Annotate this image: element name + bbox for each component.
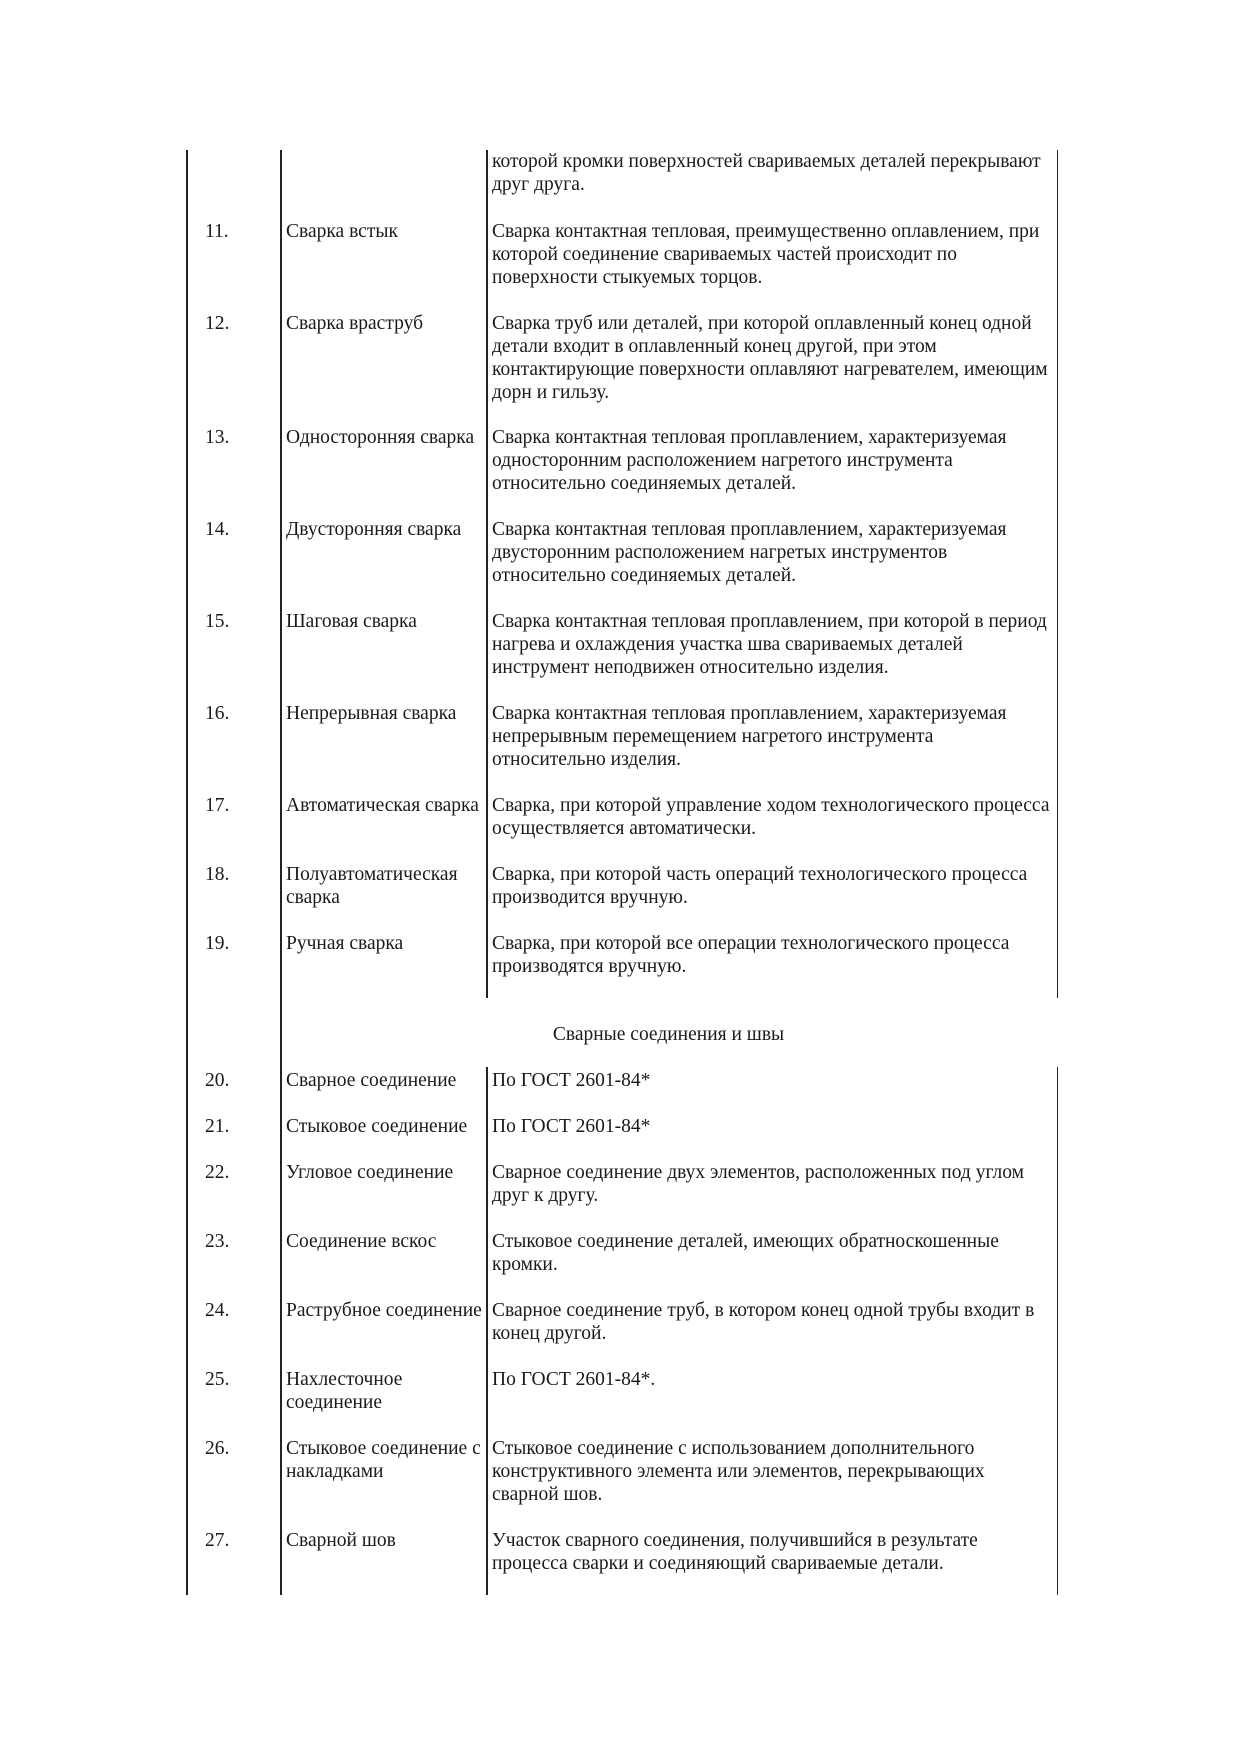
row-number: 14. [205,519,230,540]
continued-definition: которой кромки поверхностей свариваемых деталей перекрывают друг друга. [492,151,1041,195]
row-definition: По ГОСТ 2601-84* [492,1070,651,1091]
row-term: Нахлесточное соединение [286,1369,403,1413]
row-number: 12. [205,313,230,334]
table-border-term-column [486,1067,488,1595]
table-border-right [1057,1067,1058,1595]
row-number: 15. [205,611,230,632]
row-number: 17. [205,795,230,816]
row-term: Сварное соединение [286,1070,457,1091]
row-term: Шаговая сварка [286,611,417,632]
table-border-term-column [486,150,488,998]
row-term: Раструбное соединение [286,1300,482,1321]
row-term: Односторонняя сварка [286,427,475,448]
row-definition: Сварка, при которой часть операций технологического процесса производится вручную. [492,864,1028,908]
row-number: 19. [205,933,230,954]
row-number: 23. [205,1231,230,1252]
row-term: Сварка враструб [286,313,424,334]
row-number: 26. [205,1438,230,1459]
row-definition: Сварка контактная тепловая, преимущественно оплавлением, при которой соединение свариваемых частей происходит по поверхности стыкуемых торцов. [492,221,1040,288]
row-term: Сварной шов [286,1530,396,1551]
row-term: Стыковое соединение [286,1116,468,1137]
row-number: 11. [205,221,229,242]
row-term: Полуавтоматическая сварка [286,864,458,908]
row-definition: Сварка труб или деталей, при которой оплавленный конец одной детали входит в оплавленный конец другой, при этом контактирующие поверхности оплавляют нагревателем, имеющим дорн и гильзу. [492,313,1048,403]
row-term: Угловое соединение [286,1162,454,1183]
row-number: 27. [205,1530,230,1551]
row-definition: Сварка контактная тепловая проплавлением, характеризуемая двусторонним расположением нагретых инструментов относительно соединяемых деталей. [492,519,1007,586]
row-definition: Сварка контактная тепловая проплавлением, характеризуемая односторонним расположением нагретого инструмента относительно соединяемых деталей. [492,427,1007,494]
row-number: 20. [205,1070,230,1091]
row-definition: Сварка контактная тепловая проплавлением, характеризуемая непрерывным перемещением нагретого инструмента относительно изделия. [492,703,1007,770]
row-definition: Стыковое соединение деталей, имеющих обратноскошенные кромки. [492,1231,999,1275]
row-definition: Сварное соединение труб, в котором конец одной трубы входит в конец другой. [492,1300,1035,1344]
row-term: Двусторонняя сварка [286,519,462,540]
row-definition: По ГОСТ 2601-84*. [492,1369,656,1390]
row-definition: Стыковое соединение с использованием дополнительного конструктивного элемента или элементов, перекрывающих сварной шов. [492,1438,985,1505]
row-definition: Сварка, при которой все операции технологического процесса производятся вручную. [492,933,1010,977]
row-definition: Сварка контактная тепловая проплавлением, при которой в период нагрева и охлаждения участка шва свариваемых деталей инструмент неподвижен относительно изделия. [492,611,1047,678]
row-number: 25. [205,1369,230,1390]
row-definition: По ГОСТ 2601-84* [492,1116,651,1137]
row-definition: Участок сварного соединения, получившийся в результате процесса сварки и соединяющий свариваемые детали. [492,1530,978,1574]
table-border-number-column [280,150,282,1595]
table-border-left [186,150,188,1595]
row-number: 22. [205,1162,230,1183]
row-term: Соединение вскос [286,1231,437,1252]
row-definition: Сварка, при которой управление ходом технологического процесса осуществляется автоматически. [492,795,1050,839]
row-term: Автоматическая сварка [286,795,479,816]
row-number: 24. [205,1300,230,1321]
row-number: 18. [205,864,230,885]
table-border-right [1057,150,1058,998]
row-term: Сварка встык [286,221,398,242]
row-number: 21. [205,1116,230,1137]
row-number: 16. [205,703,230,724]
row-term: Ручная сварка [286,933,404,954]
row-number: 13. [205,427,230,448]
row-definition: Сварное соединение двух элементов, расположенных под углом друг к другу. [492,1162,1024,1206]
section-heading: Сварные соединения и швы [552,1024,785,1045]
row-term: Непрерывная сварка [286,703,457,724]
row-term: Стыковое соединение с накладками [286,1438,481,1482]
